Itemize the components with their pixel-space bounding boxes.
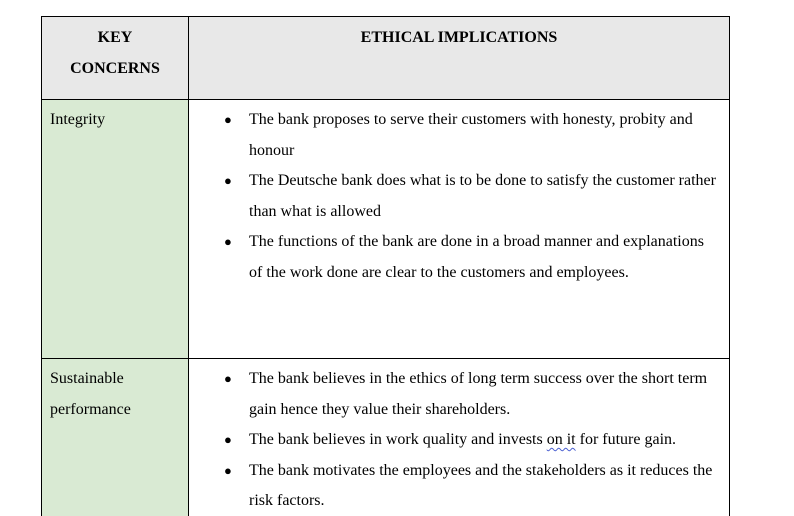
concern-cell-integrity: Integrity bbox=[42, 100, 189, 359]
list-item bbox=[189, 166, 721, 227]
implications-cell bbox=[189, 100, 730, 359]
implication-text-before: The bank believes in work quality and invests bbox=[249, 431, 547, 448]
implications-list bbox=[189, 364, 721, 516]
spellcheck-flagged-text[interactable]: on it bbox=[546, 431, 576, 448]
bullet-icon: ● bbox=[224, 432, 232, 447]
implications-list bbox=[189, 105, 721, 288]
list-item bbox=[189, 425, 721, 456]
table-row bbox=[42, 359, 730, 516]
table-row bbox=[42, 100, 730, 359]
ethics-table bbox=[41, 16, 730, 516]
implications-cell bbox=[189, 359, 730, 516]
list-item bbox=[189, 227, 721, 288]
key-concerns-header-line1: KEY bbox=[97, 29, 133, 46]
implication-text: The Deutsche bank does what is to be done to satisfy the customer rather than what is allowed bbox=[249, 172, 716, 220]
bullet-icon: ● bbox=[224, 234, 232, 249]
bullet-icon: ● bbox=[224, 112, 232, 127]
bullet-icon: ● bbox=[224, 173, 232, 188]
list-item bbox=[189, 456, 721, 516]
header-row bbox=[42, 17, 730, 100]
implication-text: The functions of the bank are done in a broad manner and explanations of the work done are clear to the customers and employees. bbox=[249, 233, 704, 281]
ethical-implications-header: ETHICAL IMPLICATIONS bbox=[189, 17, 730, 100]
concern-line2: performance bbox=[50, 400, 131, 418]
list-item bbox=[189, 105, 721, 166]
list-item bbox=[189, 364, 721, 425]
implication-text: The bank proposes to serve their customers with honesty, probity and honour bbox=[249, 111, 693, 159]
concern-cell-sustainable-performance bbox=[42, 359, 189, 516]
bullet-icon: ● bbox=[224, 371, 232, 386]
implication-text: The bank motivates the employees and the stakeholders as it reduces the risk factors. bbox=[249, 461, 713, 509]
bullet-icon: ● bbox=[224, 462, 232, 478]
key-concerns-header-line2: CONCERNS bbox=[70, 60, 160, 77]
implication-text-after: for future gain. bbox=[575, 431, 677, 448]
key-concerns-header bbox=[42, 17, 189, 100]
concern-line1: Sustainable bbox=[50, 370, 124, 387]
implication-text: The bank believes in the ethics of long term success over the short term gain hence they value their shareholders. bbox=[249, 370, 708, 418]
